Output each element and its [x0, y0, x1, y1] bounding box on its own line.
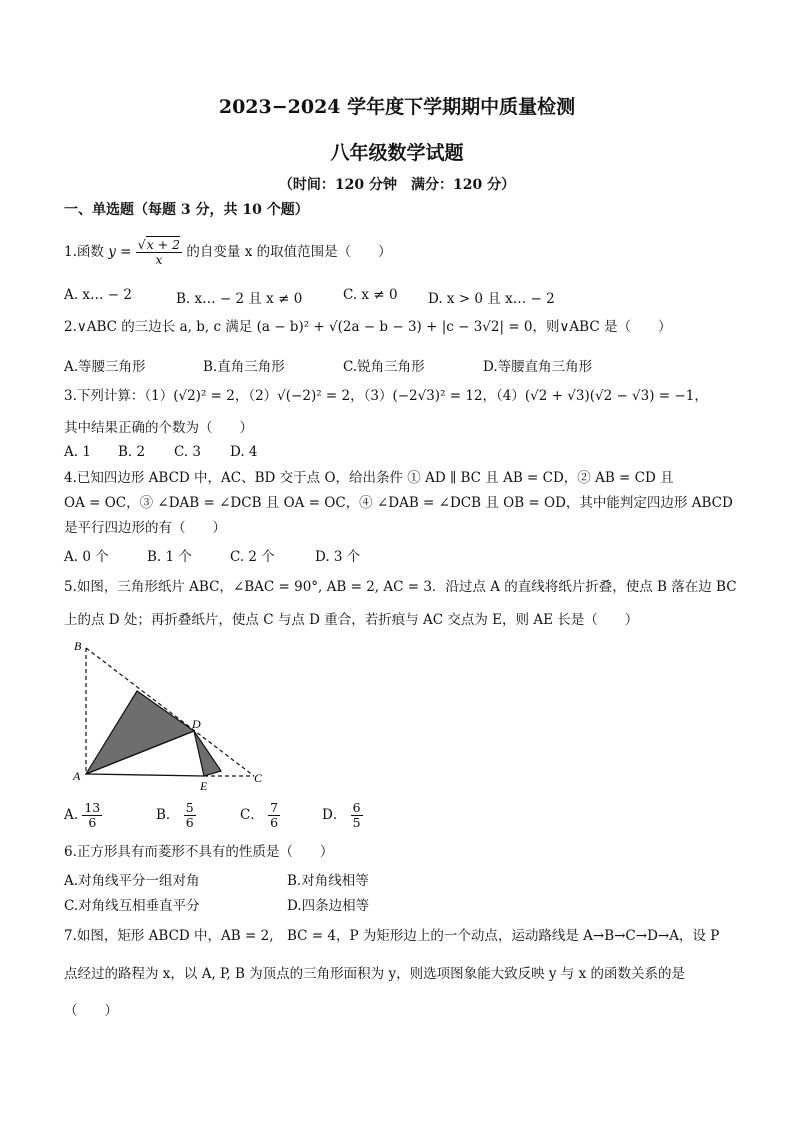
q2-option-d[interactable]: D.等腰直角三角形 — [483, 359, 593, 375]
q5-option-b[interactable] — [156, 801, 196, 830]
q2-option-c[interactable]: C.锐角三角形 — [343, 359, 425, 375]
q5-option-a-num: 13 — [84, 800, 101, 815]
q5-option-d-den: 5 — [352, 815, 361, 830]
q2-option-a[interactable]: A.等腰三角形 — [64, 359, 146, 375]
q3-option-b[interactable]: B. 2 — [118, 444, 146, 460]
q4-stem-line3: 是平行四边形的有（ ） — [64, 520, 226, 536]
q5-stem-line1: 5.如图，三角形纸片 ABC，∠BAC = 90°, AB = 2, AC = 3．沿过点 A 的直线将纸片折叠，使点 B 落在边 BC — [64, 579, 737, 595]
q1-denominator: x — [155, 252, 163, 267]
q1-suffix: 的自变量 x 的取值范围是（ ） — [186, 244, 392, 260]
exam-subtitle: 八年级数学试题 — [330, 142, 464, 164]
q4-option-c[interactable]: C. 2 个 — [230, 549, 275, 565]
q1-fraction: $\frac{√x + 2}{x}$ — [137, 237, 181, 267]
q5-stem-line2: 上的点 D 处；再折叠纸片，使点 C 与点 D 重合，若折痕与 AC 交点为 E，则 AE 长是（ ） — [64, 612, 639, 628]
q5-label-d: D — [192, 717, 201, 731]
q5-option-b-fraction — [184, 801, 196, 830]
exam-title: 2023−2024 学年度下学期期中质量检测 — [218, 96, 576, 118]
q5-label-a: A — [73, 769, 81, 783]
q5-option-b-num: 5 — [185, 800, 194, 815]
section-title: 一、单选题（每题 3 分，共 10 个题） — [64, 202, 309, 218]
q1-func-lhs: y = — [108, 244, 132, 260]
q1-prefix: 1.函数 — [64, 244, 104, 260]
q3-option-a[interactable]: A. 1 — [64, 444, 91, 460]
q6-option-b[interactable]: B.对角线相等 — [287, 873, 369, 889]
q5-option-d-letter: D． — [322, 807, 347, 823]
q1-option-b[interactable]: B. x… − 2 且 x ≠ 0 — [176, 291, 303, 307]
q4-option-a[interactable]: A. 0 个 — [64, 549, 109, 565]
q5-option-c-fraction — [268, 801, 280, 830]
q4-option-d[interactable]: D. 3 个 — [315, 549, 361, 565]
exam-meta: （时间：120 分钟 满分：120 分） — [278, 177, 516, 193]
q5-label-b: B — [74, 639, 82, 653]
q5-figure — [64, 636, 274, 796]
q5-option-a-letter: A. — [64, 807, 79, 823]
q1-option-c[interactable]: C. x ≠ 0 — [343, 287, 398, 303]
q7-stem-line3: （ ） — [64, 1003, 118, 1019]
q5-option-b-den: 6 — [185, 815, 194, 830]
q3-stem-line1: 3.下列计算：（1）(√2)² = 2，（2）√(−2)² = 2，（3）(−2√3)² = 12，（4）(√2 + √3)(√2 − √3) = −1， — [64, 388, 708, 404]
q5-fold-flap-1 — [86, 691, 194, 774]
q3-option-d[interactable]: D. 4 — [230, 444, 258, 460]
q5-edge-ae — [86, 774, 204, 776]
q5-option-a-den: 6 — [88, 815, 97, 830]
q6-option-a[interactable]: A.对角线平分一组对角 — [64, 873, 200, 889]
q5-fold-flap-2 — [194, 731, 221, 776]
q3-option-c[interactable]: C. 3 — [174, 444, 202, 460]
q5-option-c-den: 6 — [270, 815, 279, 830]
q5-option-b-letter: B． — [156, 807, 180, 823]
q1-radicand: x + 2 — [146, 237, 181, 252]
q5-option-c-letter: C． — [240, 807, 264, 823]
q5-option-d-num: 6 — [352, 800, 361, 815]
q4-stem-line1: 4.已知四边形 ABCD 中，AC、BD 交于点 O，给出条件 ① AD ∥ BC 且 AB = CD，② AB = CD 且 — [64, 470, 674, 486]
q5-option-d[interactable] — [322, 801, 363, 830]
q4-stem-line2: OA = OC，③ ∠DAB = ∠DCB 且 OA = OC，④ ∠DAB = ∠DCB 且 OB = OD，其中能判定四边形 ABCD — [64, 495, 733, 511]
q7-stem-line1: 7.如图，矩形 ABCD 中，AB = 2, BC = 4，P 为矩形边上的一个动点，运动路线是 A→B→C→D→A，设 P — [64, 928, 720, 944]
q3-stem-line2: 其中结果正确的个数为（ ） — [64, 420, 253, 436]
q5-label-e: E — [200, 779, 208, 793]
q5-label-c: C — [254, 771, 263, 785]
q6-option-d[interactable]: D.四条边相等 — [287, 898, 370, 914]
q1-option-a[interactable]: A. x… − 2 — [64, 287, 132, 303]
q4-option-b[interactable]: B. 1 个 — [147, 549, 192, 565]
q5-option-a[interactable] — [64, 801, 102, 830]
q5-option-c-num: 7 — [270, 800, 279, 815]
q1-option-d[interactable]: D. x > 0 且 x… − 2 — [428, 291, 555, 307]
q2-stem: 2.∨ABC 的三边长 a, b, c 满足 (a − b)² + √(2a − b − 3) + |c − 3√2| = 0，则∨ABC 是（ ） — [64, 319, 672, 335]
q6-stem: 6.正方形具有而菱形不具有的性质是（ ） — [64, 844, 334, 860]
q7-stem-line2: 点经过的路程为 x，以 A, P, B 为顶点的三角形面积为 y，则选项图象能大致反映 y 与 x 的函数关系的是 — [64, 966, 685, 982]
q5-option-d-fraction — [351, 801, 363, 830]
q2-option-b[interactable]: B.直角三角形 — [203, 359, 285, 375]
q5-option-c[interactable] — [240, 801, 280, 830]
q5-option-a-fraction — [82, 801, 102, 830]
q6-option-c[interactable]: C.对角线互相垂直平分 — [64, 898, 200, 914]
q1-stem — [64, 238, 392, 267]
